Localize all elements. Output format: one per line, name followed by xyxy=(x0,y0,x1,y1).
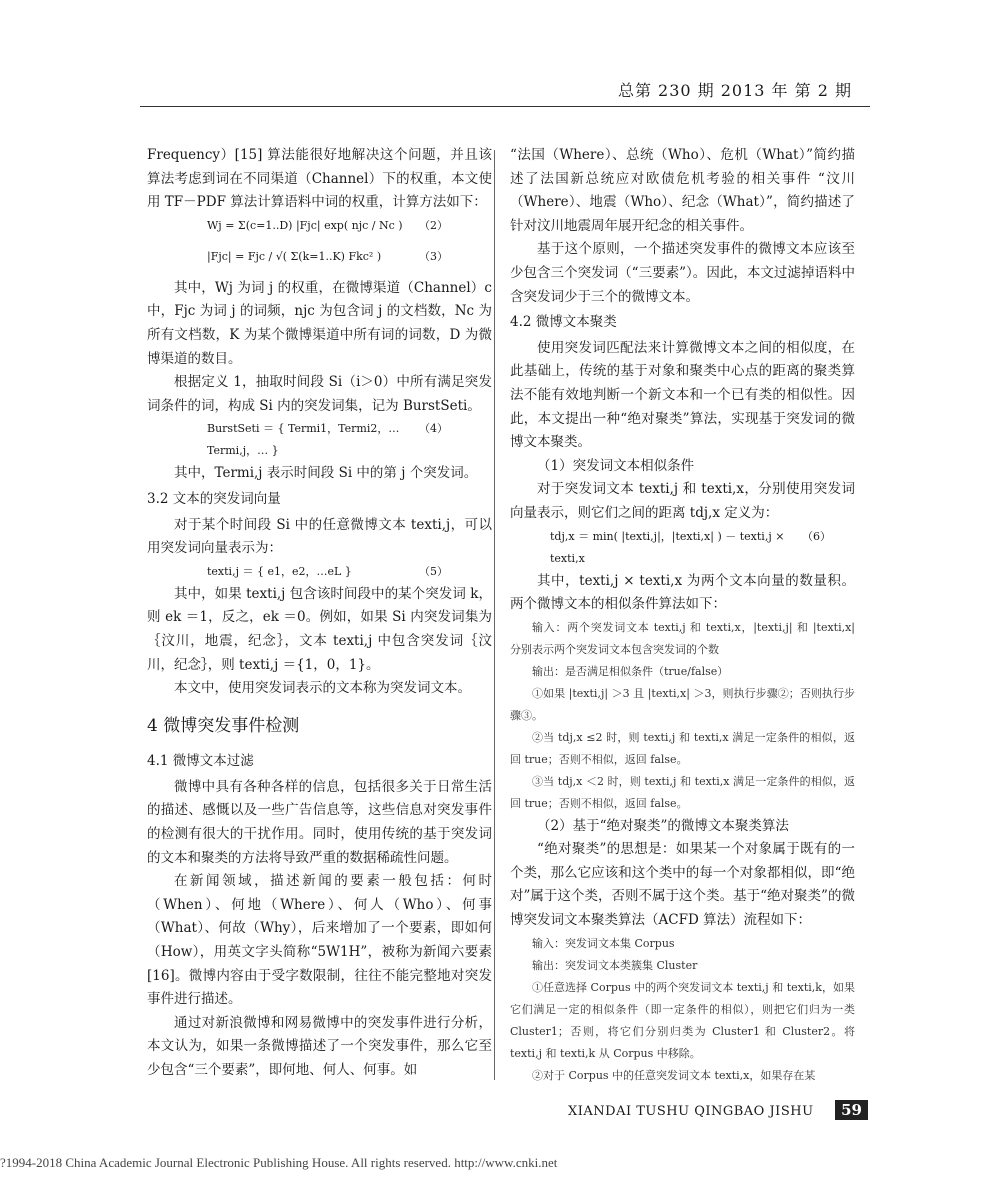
formula-3 xyxy=(147,237,492,277)
paragraph: 通过对新浪微博和网易微博中的突发事件进行分析，本文认为，如果一条微博描述了一个突发事件，那么它至少包含“三个要素”，即何地、何人、何事。如 xyxy=(147,1014,492,1078)
paragraph: 对于某个时间段 Si 中的任意微博文本 texti,j，可以用突发词向量表示为： xyxy=(147,516,492,557)
algorithm-line: 输入：突发词文本集 Corpus xyxy=(532,936,675,950)
page-footer xyxy=(520,1100,870,1128)
copyright-notice: ?1994-2018 China Academic Journal Electronic Publishing House. All rights reserved. http://www.cnki.net xyxy=(0,1155,558,1170)
algorithm-line: 输出：是否满足相似条件（true/false） xyxy=(532,664,729,678)
algorithm-line: 输出：突发词文本类簇集 Cluster xyxy=(532,958,698,972)
formula-6 xyxy=(510,526,855,570)
subsection-heading: （2）基于“绝对聚类”的微博文本聚类算法 xyxy=(537,817,789,834)
formula-4 xyxy=(147,418,492,462)
algorithm-line: ①任意选择 Corpus 中的两个突发词文本 texti,j 和 texti,k，如果它们满足一定的相似条件（即一定条件的相似），则把它们归为一类 Cluster1；否则，将它们分别归类为 Cluster1 和 Cluster2。将 texti,j 和 texti,k 从 Corpus 中移除。 xyxy=(510,980,855,1060)
formula-expression: Wj = Σ(c=1..D) |Fjc| exp( njc / Nc ) xyxy=(207,218,403,232)
section-heading-4-2: 4.2 微博文本聚类 xyxy=(510,314,617,331)
page-header xyxy=(0,0,992,110)
formula-number: （2） xyxy=(419,218,448,232)
formula-number: （6） xyxy=(802,529,831,543)
paragraph: 本文中，使用突发词表示的文本称为突发词文本。 xyxy=(174,680,471,697)
algorithm-line: ②对于 Corpus 中的任意突发词文本 texti,x，如果存在某 xyxy=(532,1068,816,1082)
algorithm-line: ①如果 |texti,j| ＞3 且 |texti,x| ＞3，则执行步骤②；否则执行步骤③。 xyxy=(510,686,855,722)
paragraph: “绝对聚类”的思想是：如果某一个对象属于既有的一个类，那么它应该和这个类中的每一个对象都相似，即“绝对”属于这个类，否则不属于这个类。基于“绝对聚类”的微博突发词文本聚类算法（ACFD 算法）流程如下： xyxy=(510,841,855,929)
formula-number: （5） xyxy=(419,564,448,578)
section-heading-4: 4 微博突发事件检测 xyxy=(147,715,300,736)
paragraph: 其中，Termi,j 表示时间段 Si 中的第 j 个突发词。 xyxy=(174,465,478,482)
formula-number: （3） xyxy=(419,249,448,263)
paragraph: 基于这个原则，一个描述突发事件的微博文本应该至少包含三个突发词（“三要素”）。因此，本文过滤掉语料中含突发词少于三个的微博文本。 xyxy=(510,241,855,305)
subsection-heading: （1）突发词文本相似条件 xyxy=(537,457,695,474)
issue-info: 总第 230 期 2013 年 第 2 期 xyxy=(617,81,852,100)
paragraph: 对于突发词文本 texti,j 和 texti,x，分别使用突发词向量表示，则它们之间的距离 tdj,x 定义为： xyxy=(510,481,855,521)
paragraph: 根据定义 1，抽取时间段 Si（i＞0）中所有满足突发词条件的词，构成 Si 内的突发词集，记为 BurstSeti。 xyxy=(147,374,492,414)
paragraph: 在新闻领域，描述新闻的要素一般包括：何时（When）、何地（Where）、何人（Who）、何事（What）、何故（Why），后来增加了一个要素，即如何（How），用英文字头简称“5W1H”，被称为新闻六要素[16]。微博内容由于受字数限制，往往不能完整地对突发事件进行描述。 xyxy=(147,873,492,1008)
formula-expression: tdj,x ＝ min( |texti,j|，|texti,x| ) － texti,j × texti,x xyxy=(550,529,785,565)
formula-expression: texti,j ＝ { e1，e2，…eL } xyxy=(207,564,352,578)
formula-2 xyxy=(147,215,492,237)
section-heading-3-2: 3.2 文本的突发词向量 xyxy=(147,490,281,507)
formula-expression: |Fjc| = Fjc / √( Σ(k=1..K) Fkc² ) xyxy=(207,249,382,263)
paragraph: 微博中具有各种各样的信息，包括很多关于日常生活的描述、感慨以及一些广告信息等，这些信息对突发事件的检测有很大的干扰作用。同时，使用传统的基于突发词的文本和聚类的方法将导致严重的数据稀疏性问题。 xyxy=(147,778,492,866)
left-column xyxy=(147,144,492,1083)
paragraph: 其中，texti,j × texti,x 为两个文本向量的数量积。两个微博文本的相似条件算法如下： xyxy=(510,572,855,613)
paragraph: 使用突发词匹配法来计算微博文本之间的相似度，在此基础上，传统的基于对象和聚类中心点的距离的聚类算法不能有效地判断一个新文本和一个已有类的相似性。因此，本文提出一种“绝对聚类”算法，实现基于突发词的微博文本聚类。 xyxy=(510,339,855,451)
header-rule xyxy=(140,106,870,107)
page-number: 59 xyxy=(835,1100,868,1120)
algorithm-line: 输入：两个突发词文本 texti,j 和 texti,x，|texti,j| 和 |texti,x| 分别表示两个突发词文本包含突发词的个数 xyxy=(510,620,855,656)
formula-5 xyxy=(147,561,492,583)
paragraph: 其中，Wj 为词 j 的权重，在微博渠道（Channel）c 中，Fjc 为词 j 的词频，njc 为包含词 j 的文档数，Nc 为所有文档数，K 为某个微博渠道中所有词的词数，D 为微博渠道的数目。 xyxy=(147,279,492,367)
algorithm-line: ③当 tdj,x ＜2 时，则 texti,j 和 texti,x 满足一定条件的相似，返回 true；否则不相似，返回 false。 xyxy=(510,774,855,810)
algorithm-line: ②当 tdj,x ≤2 时，则 texti,j 和 texti,x 满足一定条件的相似，返回 true；否则不相似，返回 false。 xyxy=(510,730,855,766)
formula-expression: BurstSeti ＝ { Termi1，Termi2，…Termi,j，… } xyxy=(207,422,400,458)
paragraph: “法国（Where）、总统（Who）、危机（What）”简约描述了法国新总统应对欧债危机考验的相关事件 “汶川（Where）、地震（Who）、纪念（What）”，简约描述了针对汶川地震周年展开纪念的相关事件。 xyxy=(510,147,855,234)
section-heading-4-1: 4.1 微博文本过滤 xyxy=(147,753,254,770)
paragraph: Frequency）[15] 算法能很好地解决这个问题，并且该算法考虑到词在不同渠道（Channel）下的权重，本文使用 TF－PDF 算法计算语料中词的权重，计算方法如下： xyxy=(147,147,492,211)
journal-name: XIANDAI TUSHU QINGBAO JISHU xyxy=(568,1104,814,1119)
paragraph: 其中，如果 texti,j 包含该时间段中的某个突发词 k，则 ek ＝1，反之，ek ＝0。例如，如果 Si 内突发词集为｛汶川，地震，纪念｝，文本 texti,j 中包含突发词｛汶川，纪念｝，则 texti,j ＝{1，0，1}。 xyxy=(147,585,492,673)
formula-number: （4） xyxy=(419,422,448,436)
right-column xyxy=(510,144,855,1087)
column-divider xyxy=(494,150,495,1080)
